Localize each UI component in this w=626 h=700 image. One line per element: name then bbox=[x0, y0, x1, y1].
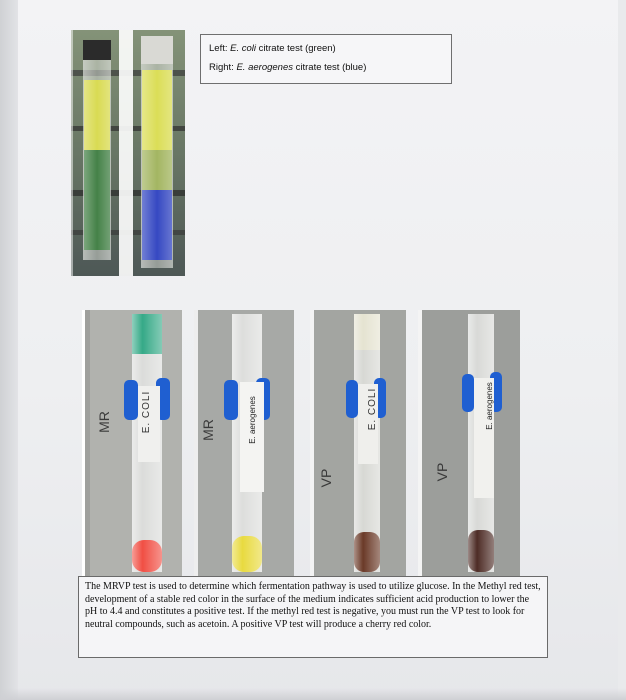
label-mr-1: MR bbox=[96, 411, 112, 433]
page-bottom-shadow bbox=[0, 688, 626, 700]
label-vp-2: VP bbox=[434, 462, 450, 482]
panel-vp-aerogenes bbox=[418, 310, 520, 582]
label-ecoli-2: E. COLI bbox=[367, 387, 378, 431]
left-suffix: citrate test (green) bbox=[256, 43, 336, 54]
page-edge-shadow bbox=[0, 0, 18, 700]
left-caption bbox=[209, 43, 336, 54]
right-organism: E. aerogenes bbox=[236, 62, 293, 73]
label-mr-2: MR bbox=[200, 419, 216, 441]
label-ecoli-1: E. COLI bbox=[141, 390, 152, 434]
citrate-test-photo bbox=[71, 30, 185, 276]
label-aerogenes-2: E. aerogenes bbox=[485, 382, 494, 430]
left-organism: E. coli bbox=[230, 43, 256, 54]
mrvp-test-photo bbox=[82, 310, 520, 582]
aerogenes-citrate-tube bbox=[141, 36, 173, 268]
panel-vp-ecoli bbox=[310, 310, 406, 582]
citrate-caption-box bbox=[200, 34, 452, 84]
right-prefix: Right: bbox=[209, 62, 237, 73]
left-prefix: Left: bbox=[209, 43, 231, 54]
panel-mr-ecoli bbox=[82, 310, 182, 582]
right-suffix: citrate test (blue) bbox=[292, 62, 367, 73]
label-aerogenes-1: E. aerogenes bbox=[248, 396, 257, 444]
right-caption bbox=[209, 62, 366, 73]
mrvp-description: The MRVP test is used to determine which fermentation pathway is used to utilize glucose. In the Methyl red test, development of a stable red color in the surface of the medium indicates sufficient acid production to lower the pH to 4.4 and constitutes a positive test. If the methyl red test is negative, you must run the VP test to look for neutral compounds, such as acetoin. A positive VP test will produce a cherry red color. bbox=[78, 576, 548, 658]
ecoli-citrate-tube bbox=[83, 40, 111, 260]
label-vp-1: VP bbox=[318, 468, 334, 488]
